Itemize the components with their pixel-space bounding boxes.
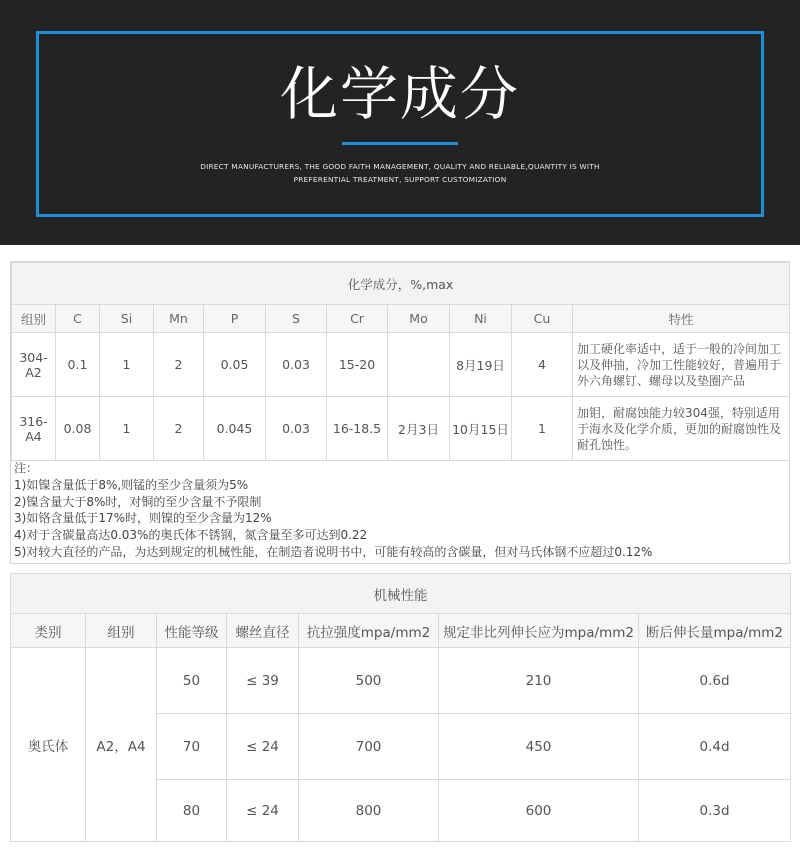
mech-table-header-row xyxy=(11,614,791,648)
banner-subtitle-line2: PREFERENTIAL TREATMENT, SUPPORT CUSTOMIZATION xyxy=(293,175,507,184)
mech-table-caption: 机械性能 xyxy=(11,574,791,614)
cell-thread-diameter: ≤ 24 xyxy=(227,714,299,780)
header-cell: 特性 xyxy=(573,305,790,333)
banner-subtitle xyxy=(150,160,650,186)
notes-block xyxy=(14,460,789,561)
cell-proof-stress: 450 xyxy=(439,714,639,780)
cell-property-class: 80 xyxy=(157,780,227,842)
cell-elongation: 0.3d xyxy=(639,780,791,842)
banner-subtitle-line1: DIRECT MANUFACTURERS, THE GOOD FAITH MANAGEMENT, QUALITY AND RELIABLE,QUANTITY IS WITH xyxy=(200,162,600,171)
cell-elongation: 0.4d xyxy=(639,714,791,780)
cell-proof-stress: 210 xyxy=(439,648,639,714)
table-row xyxy=(12,333,790,397)
cell-features: 加工硬化率适中，适于一般的冷间加工以及伸抽，冷加工性能较好，普遍用于外六角螺钉、螺母以及垫圈产品 xyxy=(573,333,790,397)
header-cell: Cu xyxy=(512,305,573,333)
cell-cr: 16-18.5 xyxy=(327,397,388,461)
cell-mn: 2 xyxy=(154,333,204,397)
cell-group: A2，A4 xyxy=(86,648,157,842)
note-item: 2)镍含量大于8%时，对铜的至少含量不予限制 xyxy=(14,494,262,509)
header-cell: Si xyxy=(100,305,154,333)
note-item: 4)对于含碳量高达0.03%的奥氏体不锈钢，氮含量至多可达到0.22 xyxy=(14,528,368,543)
header-cell: Cr xyxy=(327,305,388,333)
header-cell: 规定非比列伸长应为mpa/mm2 xyxy=(439,614,639,648)
cell-grade: 304-A2 xyxy=(12,333,56,397)
cell-thread-diameter: ≤ 39 xyxy=(227,648,299,714)
cell-cu: 1 xyxy=(512,397,573,461)
table-row xyxy=(12,397,790,461)
cell-proof-stress: 600 xyxy=(439,780,639,842)
cell-mo: 2月3日 xyxy=(388,397,450,461)
header-cell: 断后伸长量mpa/mm2 xyxy=(639,614,791,648)
header-cell: Ni xyxy=(450,305,512,333)
header-cell: S xyxy=(266,305,327,333)
cell-property-class: 70 xyxy=(157,714,227,780)
cell-category: 奥氏体 xyxy=(11,648,86,842)
banner-title: 化学成分 xyxy=(279,60,520,128)
header-cell: 性能等级 xyxy=(157,614,227,648)
note-item: 3)如铬含量低于17%时，则镍的至少含量为12% xyxy=(14,511,272,526)
header-cell: Mn xyxy=(154,305,204,333)
cell-tensile-strength: 700 xyxy=(299,714,439,780)
header-cell: Mo xyxy=(388,305,450,333)
cell-elongation: 0.6d xyxy=(639,648,791,714)
mechanical-properties-table xyxy=(10,573,791,842)
cell-property-class: 50 xyxy=(157,648,227,714)
hero-banner xyxy=(0,0,800,245)
notes-heading: 注： xyxy=(14,461,39,475)
cell-features: 加钼，耐腐蚀能力较304强，特别适用于海水及化学介质，更加的耐腐蚀性及耐孔蚀性。 xyxy=(573,397,790,461)
cell-grade: 316-A4 xyxy=(12,397,56,461)
note-item: 1)如镍含量低于8%,则锰的至少含量须为5% xyxy=(14,477,249,492)
banner-divider xyxy=(342,142,458,145)
header-cell: 组别 xyxy=(86,614,157,648)
cell-ni: 8月19日 xyxy=(450,333,512,397)
cell-si: 1 xyxy=(100,397,154,461)
cell-cr: 15-20 xyxy=(327,333,388,397)
cell-c: 0.1 xyxy=(56,333,100,397)
cell-mn: 2 xyxy=(154,397,204,461)
header-cell: C xyxy=(56,305,100,333)
chem-table-header-row xyxy=(12,305,790,333)
header-cell: 类别 xyxy=(11,614,86,648)
cell-s: 0.03 xyxy=(266,397,327,461)
note-item: 5)对较大直径的产品，为达到规定的机械性能，在制造者说明书中，可能有较高的含碳量，但对马氏体钢不应超过0.12% xyxy=(14,544,653,559)
header-cell: 抗拉强度mpa/mm2 xyxy=(299,614,439,648)
cell-thread-diameter: ≤ 24 xyxy=(227,780,299,842)
cell-p: 0.05 xyxy=(204,333,266,397)
cell-cu: 4 xyxy=(512,333,573,397)
cell-tensile-strength: 500 xyxy=(299,648,439,714)
chemical-composition-table xyxy=(11,262,790,461)
cell-c: 0.08 xyxy=(56,397,100,461)
cell-tensile-strength: 800 xyxy=(299,780,439,842)
header-cell: P xyxy=(204,305,266,333)
header-cell: 组别 xyxy=(12,305,56,333)
table-row xyxy=(11,648,791,714)
cell-ni: 10月15日 xyxy=(450,397,512,461)
cell-si: 1 xyxy=(100,333,154,397)
cell-s: 0.03 xyxy=(266,333,327,397)
cell-mo xyxy=(388,333,450,397)
chem-table-caption: 化学成分，%,max xyxy=(12,263,790,305)
cell-p: 0.045 xyxy=(204,397,266,461)
header-cell: 螺丝直径 xyxy=(227,614,299,648)
